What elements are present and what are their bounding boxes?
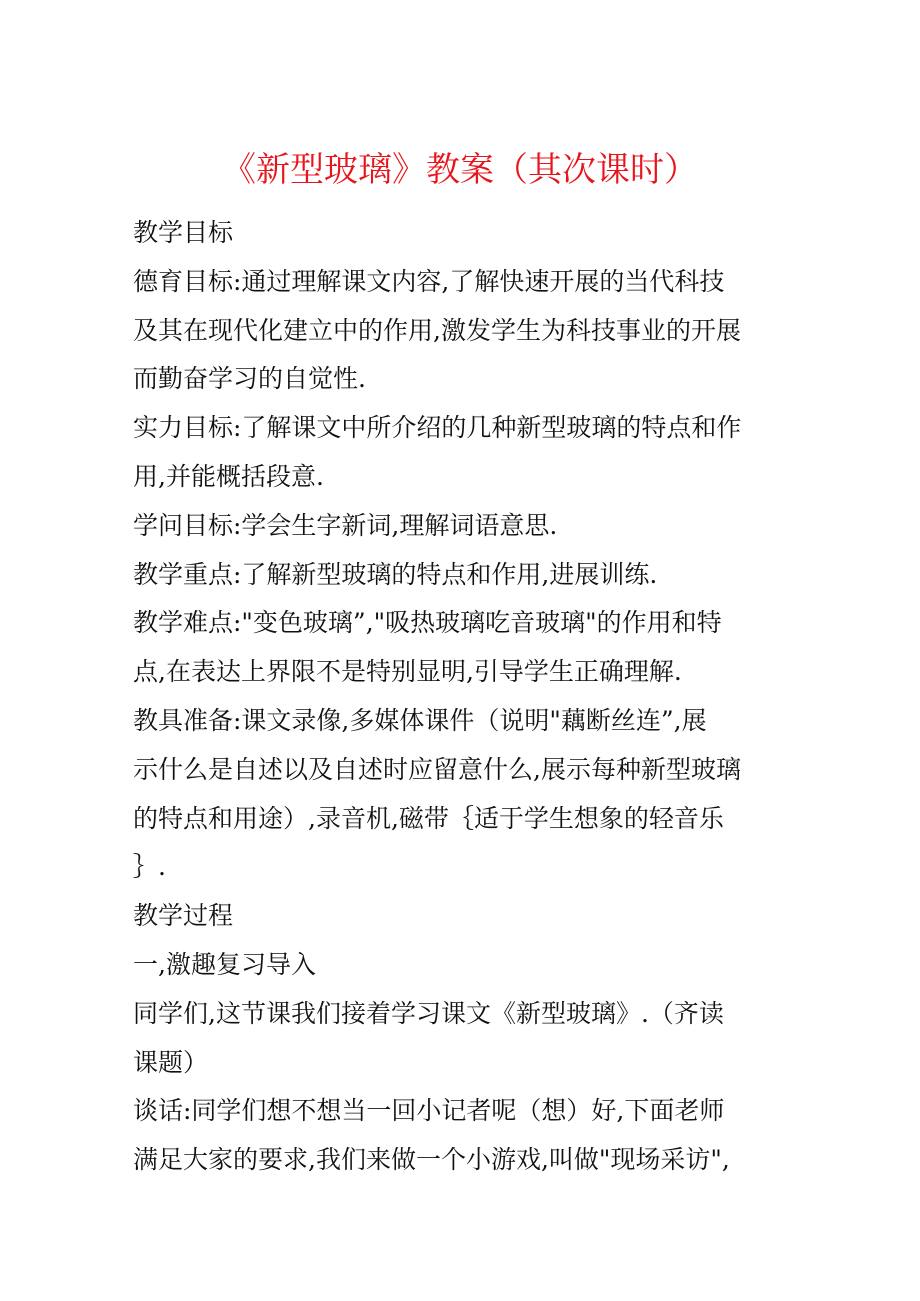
body-line: 而勤奋学习的自觉性. bbox=[133, 364, 366, 394]
document-title: 《新型玻璃》教案（其次课时） bbox=[222, 150, 698, 190]
body-line: 点,在表达上界限不是特别显明,引导学生正确理解. bbox=[133, 657, 682, 687]
body-line: 用,并能概括段意. bbox=[133, 461, 324, 491]
section-heading-teaching-goals: 教学目标 bbox=[133, 218, 234, 247]
body-line: 教具准备:课文录像,多媒体课件（说明"藕断丝连”,展 bbox=[133, 705, 707, 735]
body-line: 及其在现代化建立中的作用,激发学生为科技事业的开展 bbox=[133, 315, 741, 345]
body-line: 示什么是自述以及自述时应留意什么,展示每种新型玻璃 bbox=[133, 754, 741, 784]
body-line: 教学重点:了解新型玻璃的特点和作用,进展训练. bbox=[133, 559, 658, 589]
body-line: 德育目标:通过理解课文内容,了解快速开展的当代科技 bbox=[133, 266, 725, 296]
subsection-heading: 一,激趣复习导入 bbox=[133, 949, 316, 979]
body-line: 同学们,这节课我们接着学习课文《新型玻璃》.（齐读 bbox=[133, 998, 724, 1028]
body-line: ｝. bbox=[133, 852, 166, 882]
section-heading-teaching-process: 教学过程 bbox=[133, 901, 234, 931]
body-line: 的特点和用途）,录音机,磁带｛适于学生想象的轻音乐 bbox=[133, 803, 724, 833]
body-line: 谈话:同学们想不想当一回小记者呢（想）好,下面老师 bbox=[133, 1096, 725, 1126]
body-line: 满足大家的要求,我们来做一个小游戏,叫做"现场采访", bbox=[133, 1145, 730, 1175]
body-line: 课题） bbox=[133, 1047, 209, 1077]
body-line: 实力目标:了解课文中所介绍的几种新型玻璃的特点和作 bbox=[133, 413, 742, 443]
document-body bbox=[133, 209, 793, 1185]
body-line: 学问目标:学会生字新词,理解词语意思. bbox=[133, 510, 558, 540]
body-line: 教学难点:"变色玻璃”,"吸热玻璃吃音玻璃"的作用和特 bbox=[133, 608, 722, 638]
